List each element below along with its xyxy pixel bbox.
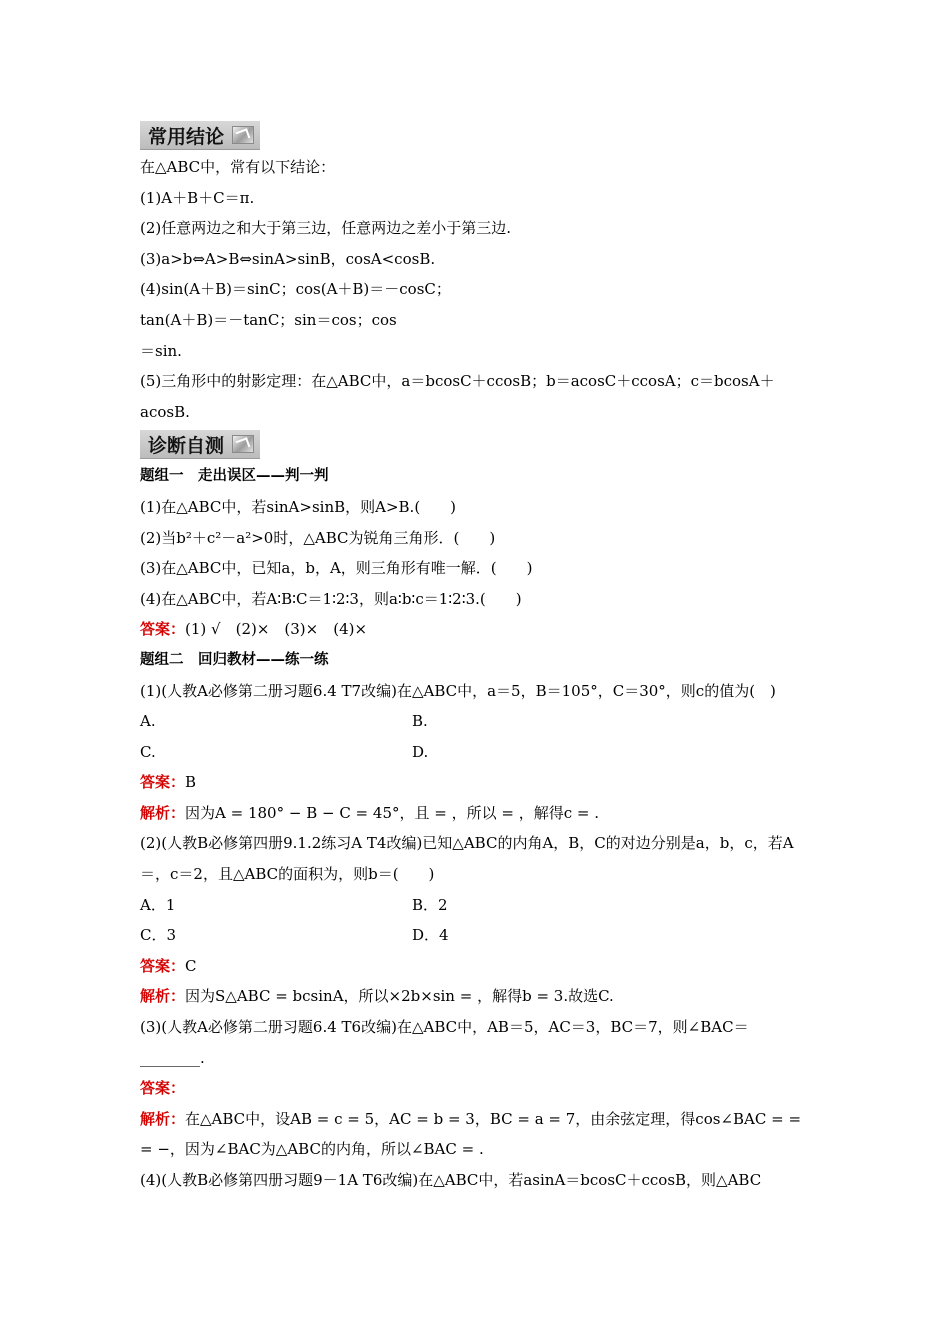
conclusion-line: 在△ABC中，常有以下结论： (140, 158, 336, 176)
option-b: B. (412, 712, 428, 731)
conclusion-line: (2)任意两边之和大于第三边，任意两边之差小于第三边. (140, 219, 512, 238)
question-line: (1)在△ABC中，若sinA>sinB，则A>B.( ) (140, 497, 457, 516)
option-c: C. (140, 742, 156, 761)
conclusion-line: (3)a>b⇔A>B⇔sinA>sinB，cosA<cosB. (140, 249, 436, 268)
option-d: D. (412, 742, 429, 761)
heading-decoration-icon (232, 435, 254, 453)
section-heading-text: 诊断自测 (148, 434, 225, 457)
question-stem: (3)(人教A必修第二册习题6.4 T6改编)在△ABC中，AB＝5，AC＝3，BC＝7，则∠BAC＝________. (140, 1018, 749, 1067)
document-page (140, 118, 812, 1196)
analysis-text: 在△ABC中，设AB = c = 5，AC = b = 3，BC = a = 7，由余弦定理，得cos∠BAC = = = −，因为∠BAC为△ABC的内角，所以∠BAC = . (140, 1109, 802, 1159)
analysis-label: 解析： (140, 1109, 186, 1128)
option-b: B．2 (412, 895, 448, 914)
section-heading-self-test (140, 430, 260, 459)
options-row (140, 890, 812, 921)
answer-line (140, 614, 812, 645)
conclusion-line: (1)A＋B＋C＝π. (140, 188, 255, 207)
question-stem: (4)(人教B必修第四册习题9－1A T6改编)在△ABC中，若asinA＝bcosC＋ccosB，则△ABC (140, 1171, 762, 1189)
section-heading-conclusions (140, 121, 260, 150)
analysis-line (140, 798, 812, 829)
question-line: (3)在△ABC中，已知a，b，A，则三角形有唯一解．( ) (140, 559, 533, 578)
group-title: 题组一 走出误区——判一判 (140, 468, 329, 485)
analysis-line (140, 1104, 812, 1165)
question-line: (2)当b²＋c²－a²>0时，△ABC为锐角三角形．( ) (140, 528, 496, 547)
option-a: A．1 (140, 895, 176, 914)
answer-line (140, 951, 812, 982)
question-line: (4)在△ABC中，若A∶B∶C＝1∶2∶3，则a∶b∶c＝1∶2∶3.( ) (140, 589, 522, 608)
option-d: D．4 (412, 926, 449, 945)
analysis-text: 因为A = 180° − B − C = 45°，且 = ，所以 = ，解得c = . (185, 803, 599, 822)
options-row (140, 706, 812, 737)
answer-label: 答案： (140, 620, 186, 639)
analysis-label: 解析： (140, 987, 186, 1006)
answer-label: 答案： (140, 956, 186, 975)
conclusion-line: tan(A＋B)＝－tanC；sin＝cos；cos (140, 310, 397, 329)
question-stem: (1)(人教A必修第二册习题6.4 T7改编)在△ABC中，a＝5，B＝105°，C＝30°，则c的值为( ) (140, 681, 776, 700)
analysis-line (140, 981, 812, 1012)
options-row (140, 737, 812, 768)
question-stem: (2)(人教B必修第四册9.1.2练习A T4改编)已知△ABC的内角A，B，C的对边分别是a，b，c，若A＝，c＝2，且△ABC的面积为，则b＝( ) (140, 834, 794, 884)
section-heading-text: 常用结论 (148, 125, 225, 148)
conclusion-line: (5)三角形中的射影定理：在△ABC中，a＝bcosC＋ccosB；b＝acosC＋ccosA；c＝bcosA＋acosB. (140, 372, 775, 421)
analysis-label: 解析： (140, 803, 186, 822)
option-c: C．3 (140, 926, 177, 945)
answer-text: B (185, 773, 197, 792)
group-title: 题组二 回归教材——练一练 (140, 651, 329, 668)
answer-label: 答案： (140, 1079, 186, 1098)
conclusion-line: ＝sin. (140, 341, 182, 360)
answer-text: (1) √ (2)× (3)× (4)× (185, 620, 368, 639)
answer-line (140, 1073, 812, 1104)
analysis-text: 因为S△ABC = bcsinA，所以×2b×sin = ，解得b = 3.故选C. (185, 987, 614, 1006)
answer-line (140, 767, 812, 798)
answer-label: 答案： (140, 773, 186, 792)
heading-decoration-icon (232, 126, 254, 144)
conclusion-line: (4)sin(A＋B)＝sinC；cos(A＋B)＝－cosC； (140, 280, 451, 299)
options-row (140, 920, 812, 951)
option-a: A. (140, 712, 156, 731)
answer-text: C (185, 956, 197, 975)
